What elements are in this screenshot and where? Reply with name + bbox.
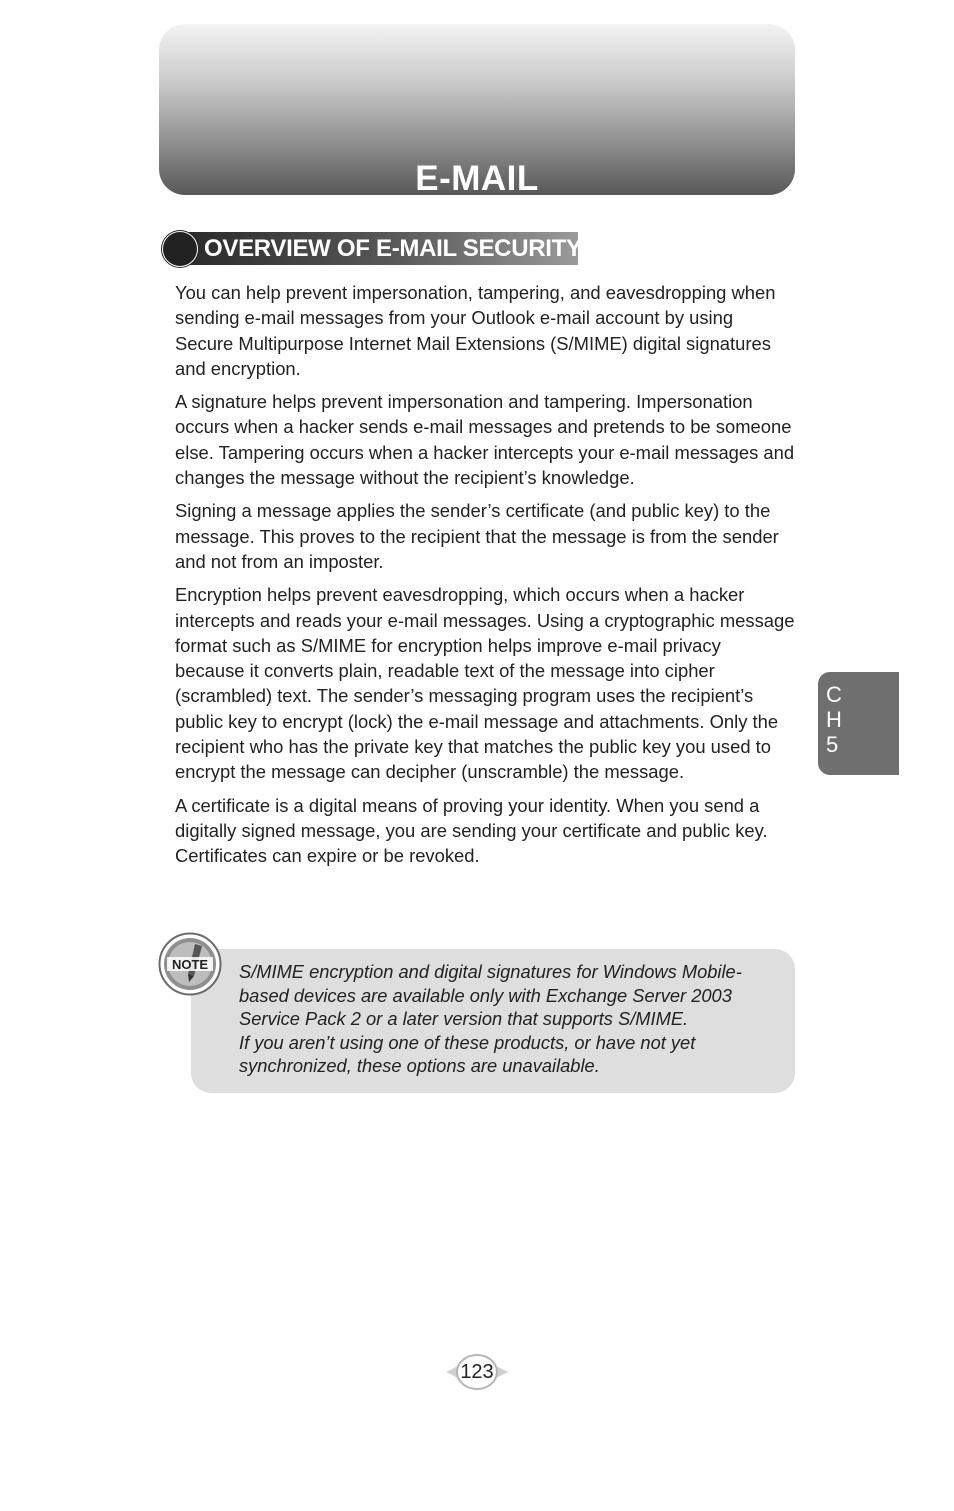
- section-title: OVERVIEW OF E-MAIL SECURITY: [204, 235, 582, 262]
- section-bullet-icon: [162, 231, 198, 267]
- chapter-header: [159, 24, 795, 198]
- paragraph-5: A certificate is a digital means of proving your identity. When you send a digitally signed message, you are sending your certificate and public key. Certificates can expire or be revoked.: [175, 794, 768, 867]
- note-box: [191, 949, 795, 1093]
- paragraph-4: Encryption helps prevent eavesdropping, which occurs when a hacker intercepts and reads your e-mail messages. Using a cryptographic message format such as S/MIME for encryption helps improve e-mail privacy because it converts plain, readable text of the message into cipher (scrambled) text. The sender’s messaging program uses the recipient’s public key to encrypt (lock) the e-mail message and attachments. Only the recipient who has the private key that matches the public key you used to encrypt the message can decipher (unscramble) the message.: [175, 584, 795, 783]
- paragraph-2: A signature helps prevent impersonation and tampering. Impersonation occurs when a hacker sends e-mail messages and pretends to be someone else. Tampering occurs when a hacker intercepts your e-mail messages and changes the message without the recipient’s knowledge.: [175, 391, 795, 489]
- chapter-tab-c: C: [826, 682, 842, 707]
- note-line-2: If you aren’t using one of these products, or have not yet synchronized, these options are unavailable.: [239, 1031, 696, 1076]
- note-icon-label: NOTE: [171, 957, 209, 972]
- page-number: [446, 1353, 508, 1391]
- note-line-1: S/MIME encryption and digital signatures for Windows Mobile-based devices are available only with Exchange Server 2003 Service Pack 2 or a later version that supports S/MIME.: [239, 961, 742, 1029]
- chapter-tab-h: H: [826, 707, 842, 732]
- chapter-tab-number: 5: [826, 732, 839, 757]
- body-text: [175, 280, 795, 877]
- page-number-text: 123: [460, 1361, 494, 1383]
- section-heading: [162, 230, 582, 266]
- note-text: [239, 960, 787, 1078]
- chapter-tab: [818, 672, 899, 775]
- page-title: E-MAIL: [415, 159, 539, 198]
- paragraph-1: You can help prevent impersonation, tampering, and eavesdropping when sending e-mail messages from your Outlook e-mail account by using Secure Multipurpose Internet Mail Extensions (S/MIME) digital signatures and encryption.: [175, 282, 776, 379]
- note-icon: [158, 932, 222, 996]
- paragraph-3: Signing a message applies the sender’s certificate (and public key) to the message. This proves to the recipient that the message is from the sender and not from an imposter.: [175, 500, 779, 572]
